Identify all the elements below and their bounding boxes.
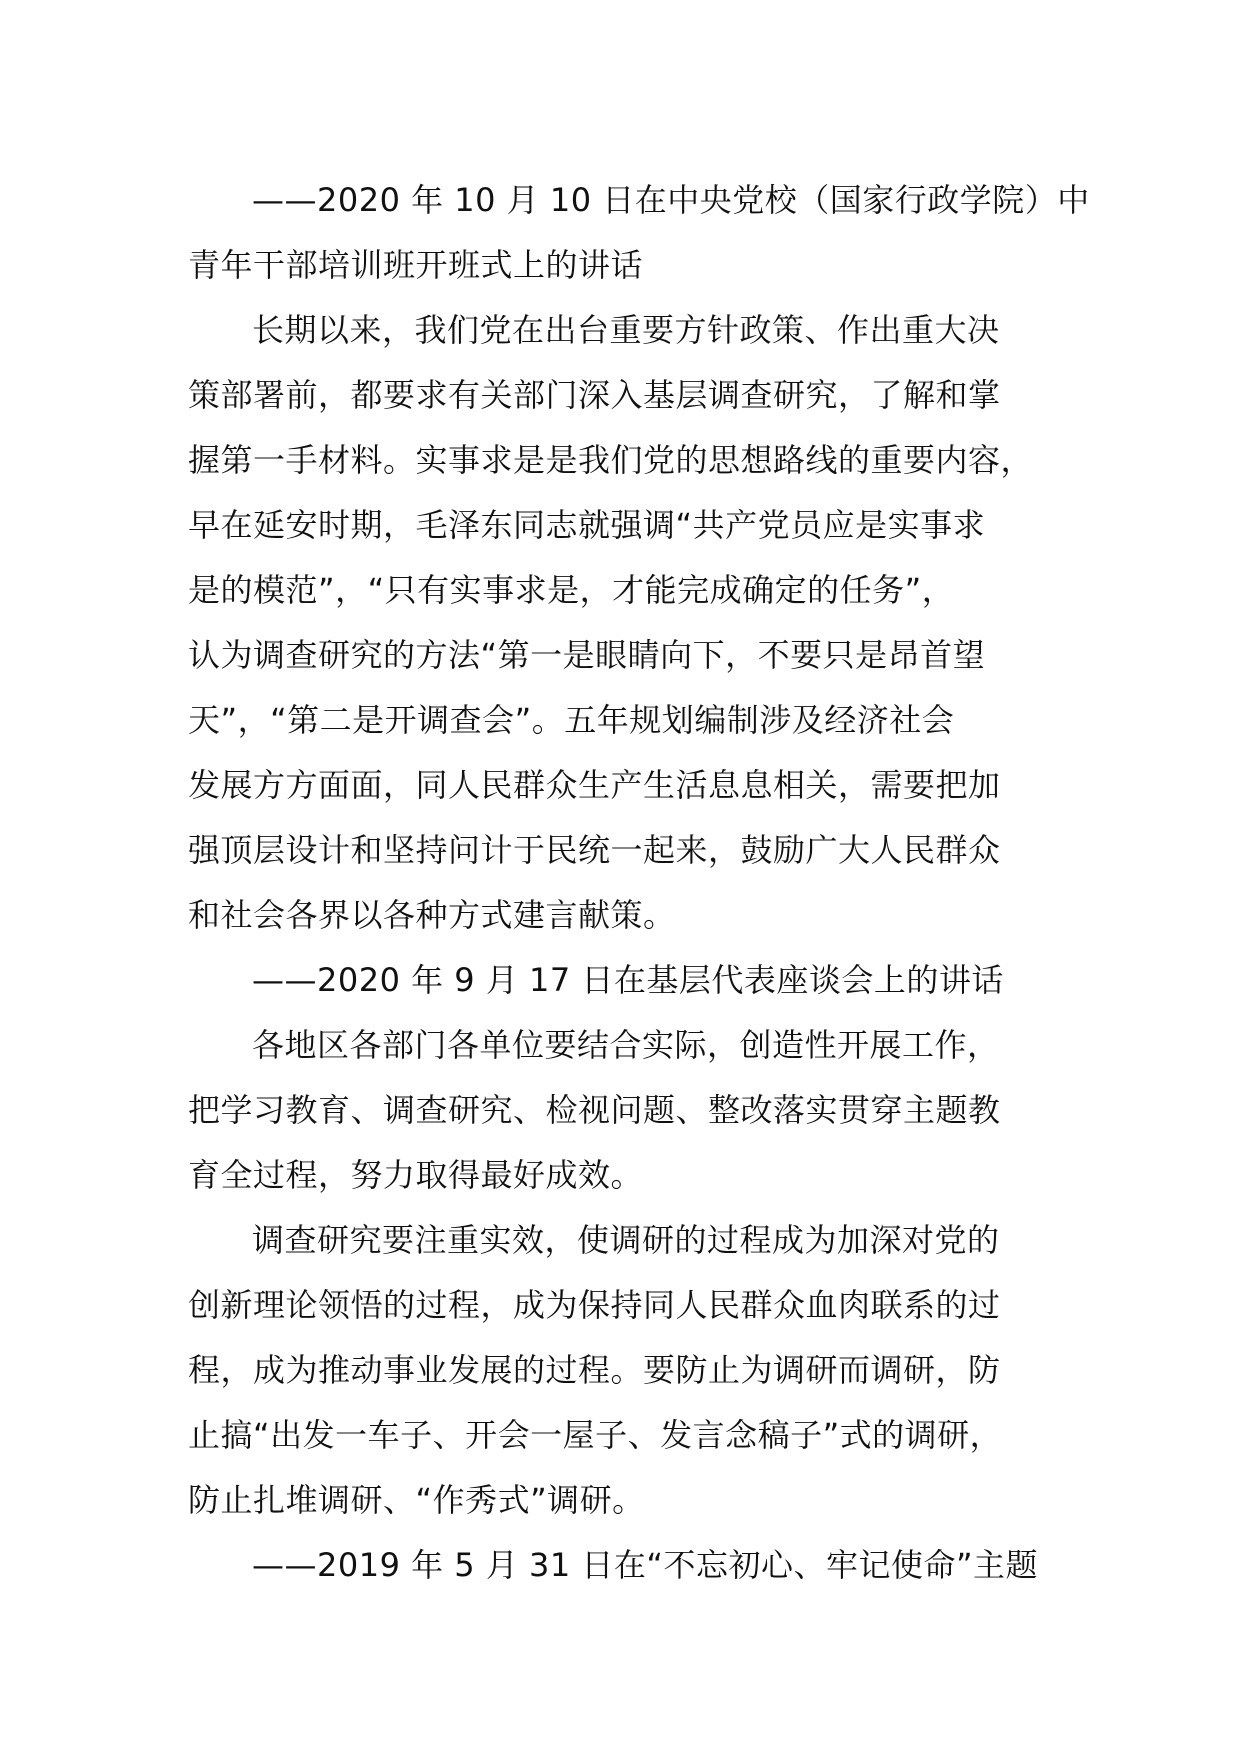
paragraph-line: 创新理论领悟的过程，成为保持同人民群众血肉联系的过 [188,1286,1001,1324]
paragraph-line: 早在延安时期，毛泽东同志就强调“共产党员应是实事求 [188,506,986,544]
source-line: ——2020 年 9 月 17 日在基层代表座谈会上的讲话 [252,961,1004,999]
paragraph-line: 策部署前，都要求有关部门深入基层调查研究，了解和掌 [188,376,1001,414]
source-line: ——2019 年 5 月 31 日在“不忘初心、牢记使命”主题 [252,1546,1039,1584]
source-line: 青年干部培训班开班式上的讲话 [188,246,644,284]
paragraph-line: 强顶层设计和坚持问计于民统一起来，鼓励广大人民群众 [188,831,1001,869]
document-body [188,168,1090,1598]
paragraph-line: 各地区各部门各单位要结合实际，创造性开展工作， [252,1026,1000,1064]
paragraph-line: 调查研究要注重实效，使调研的过程成为加深对党的 [252,1221,1000,1259]
paragraph-line: 天”，“第二是开调查会”。五年规划编制涉及经济社会 [188,701,955,739]
paragraph-line: 认为调查研究的方法“第一是眼睛向下，不要只是昂首望 [188,636,986,674]
paragraph-line: 育全过程，努力取得最好成效。 [188,1156,644,1194]
paragraph-line: 把学习教育、调查研究、检视问题、整改落实贯穿主题教 [188,1091,1001,1129]
paragraph-line: 程，成为推动事业发展的过程。要防止为调研而调研，防 [188,1351,1001,1389]
paragraph-line: 止搞“出发一车子、开会一屋子、发言念稿子”式的调研， [188,1416,1003,1454]
paragraph-line: 长期以来，我们党在出台重要方针政策、作出重大决 [252,311,1000,349]
paragraph-line: 是的模范”，“只有实事求是，才能完成确定的任务”， [188,571,955,609]
paragraph-line: 和社会各界以各种方式建言献策。 [188,896,676,934]
paragraph-line: 发展方方面面，同人民群众生产生活息息相关，需要把加 [188,766,1001,804]
paragraph-line: 握第一手材料。实事求是是我们党的思想路线的重要内容， [188,441,1034,479]
source-line: ——2020 年 10 月 10 日在中央党校（国家行政学院）中 [252,181,1090,219]
paragraph-line: 防止扎堆调研、“作秀式”调研。 [188,1481,645,1519]
